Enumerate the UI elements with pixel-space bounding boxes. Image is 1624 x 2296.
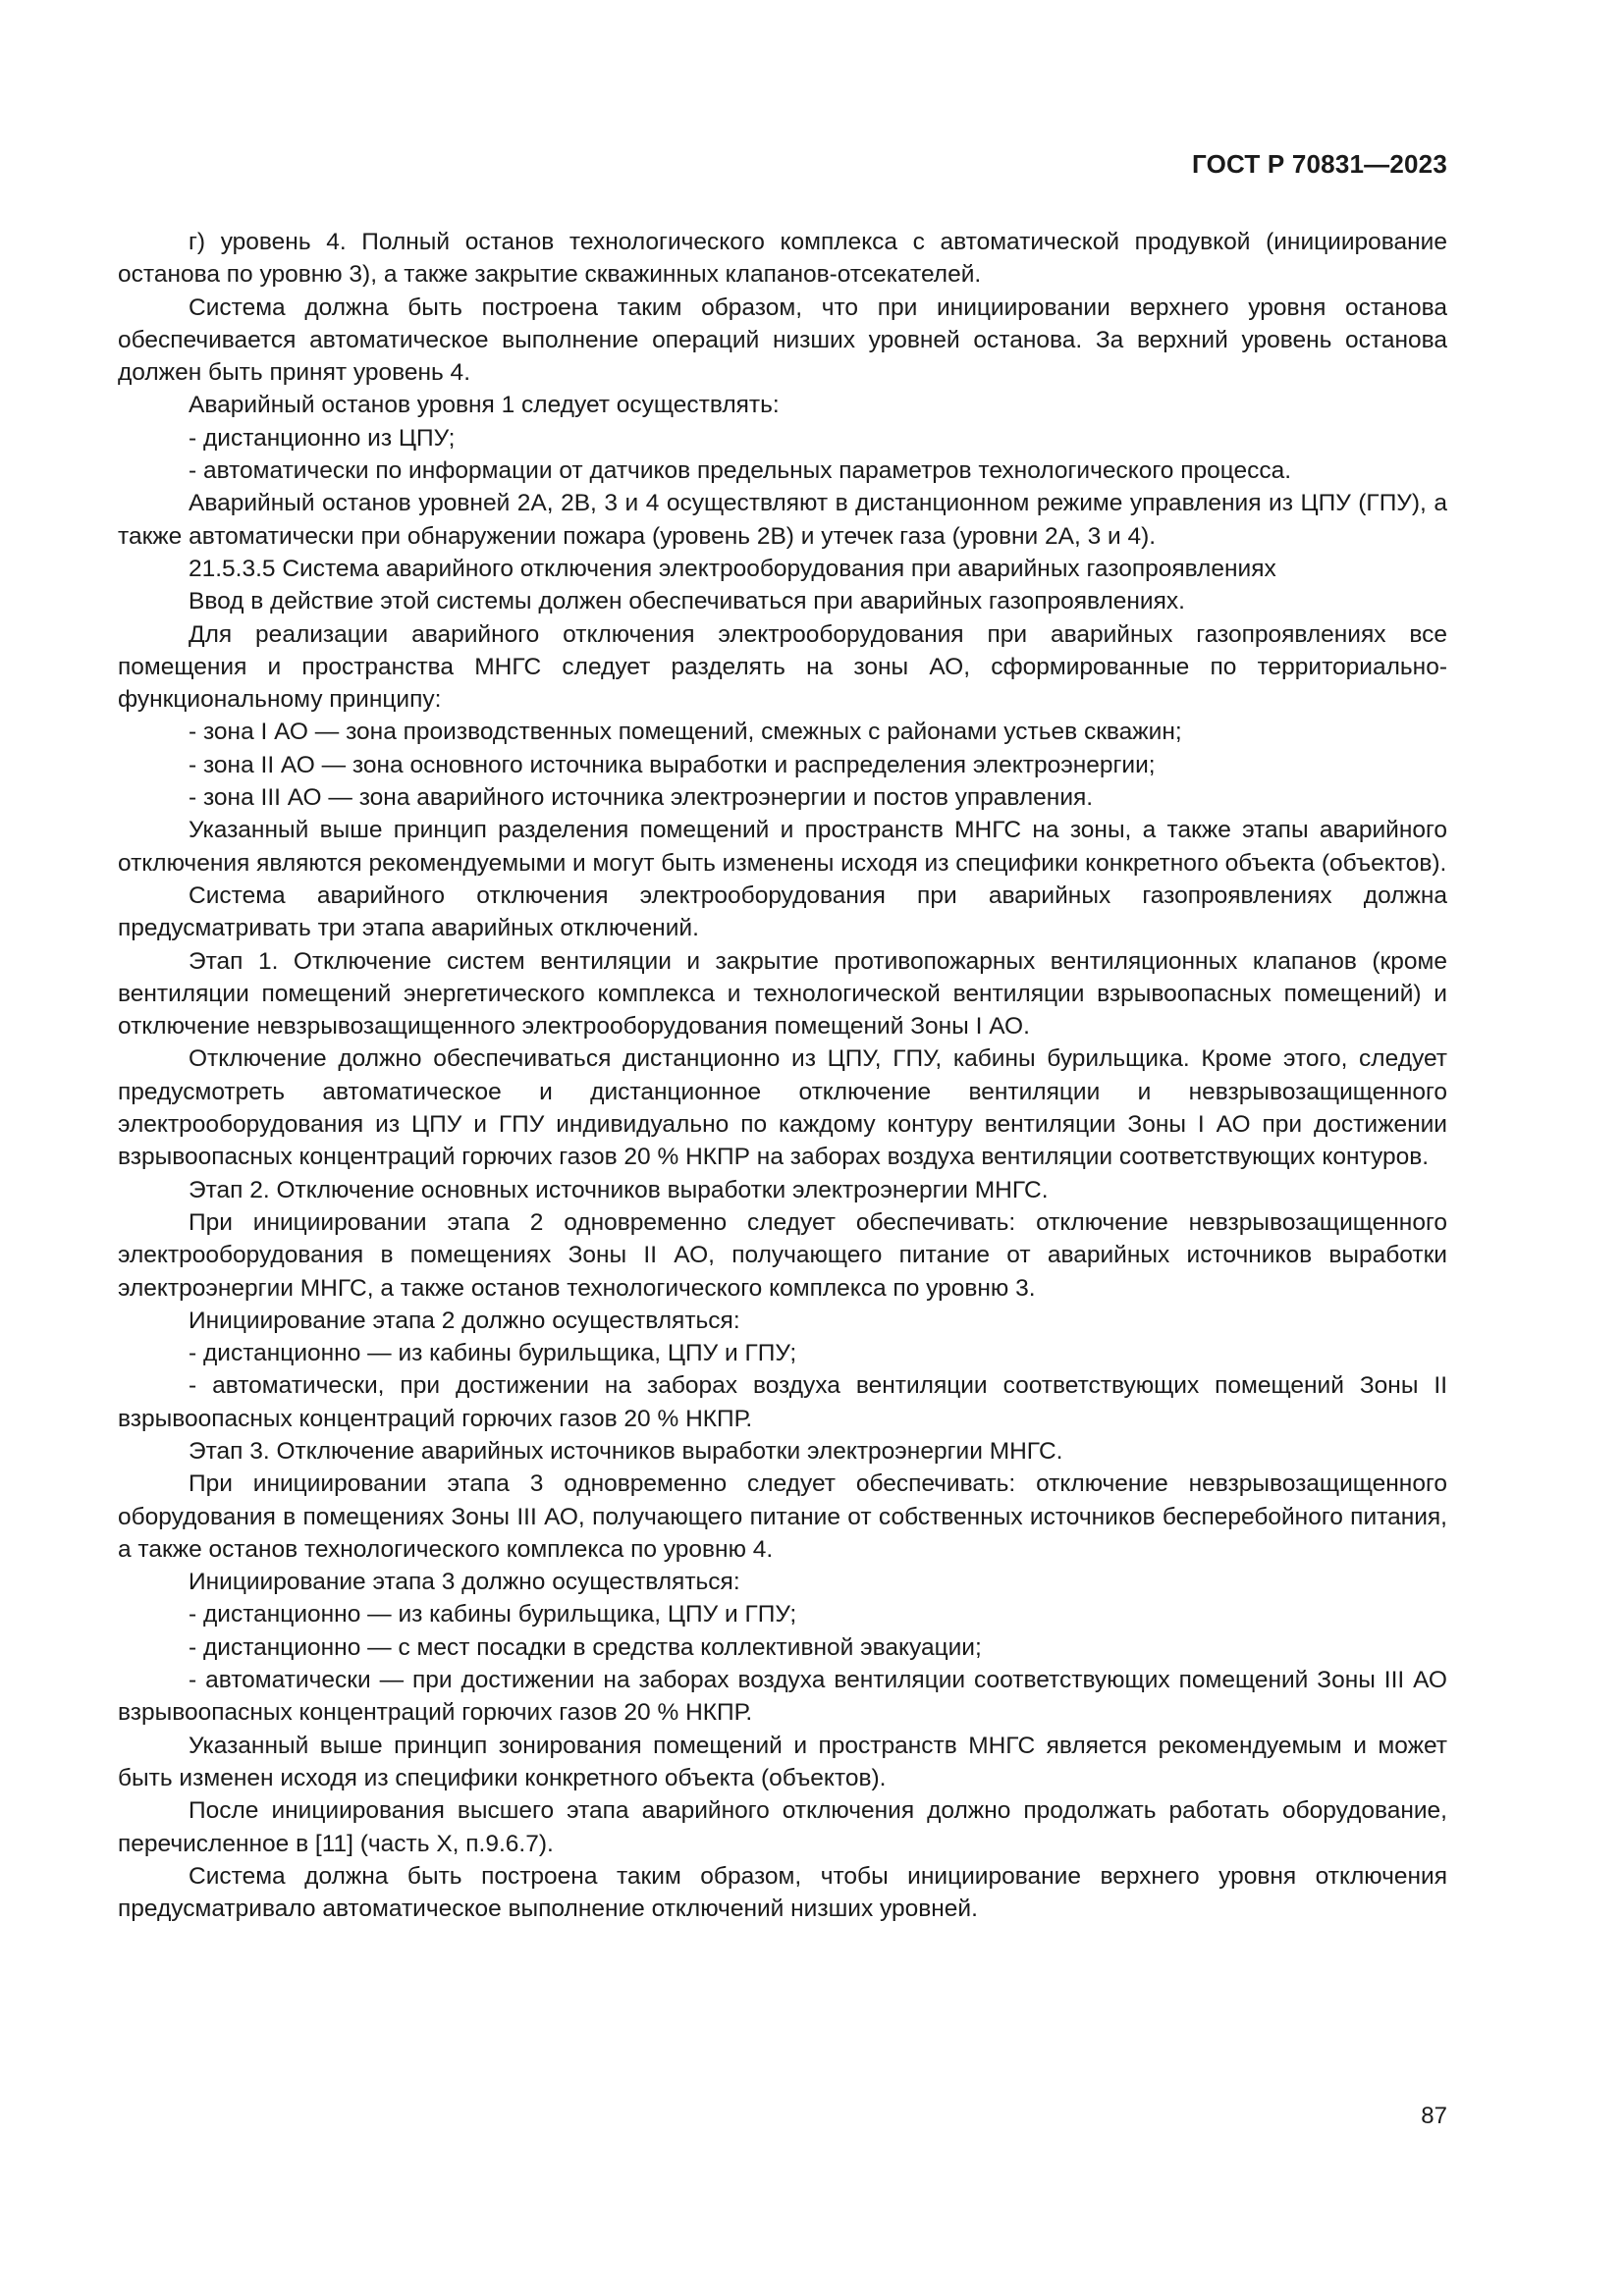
paragraph-system-design: Система должна быть построена таким образом, что при инициировании верхнего уровня останова обеспечивается автоматическое выполнение операций низших уровней останова. За верхний уровень останова должен быть принят уровень 4. [118, 294, 1447, 387]
paragraph-stage-3-modes: Инициирование этапа 3 должно осуществляться: [189, 1569, 740, 1596]
section-heading-21-5-3-5: 21.5.3.5 Система аварийного отключения электрооборудования при аварийных газопроявлениях [189, 555, 1276, 582]
list-item: - зона III АО — зона аварийного источника электроэнергии и постов управления. [189, 784, 1094, 812]
paragraph-activation: Ввод в действие этой системы должен обеспечиваться при аварийных газопроявлениях. [189, 588, 1185, 615]
list-item: - автоматически — при достижении на заборах воздуха вентиляции соответствующих помещений Зоны III АО взрывоопасных концентраций горючих газов 20 % НКПР. [118, 1667, 1447, 1727]
paragraph-stage-1: Этап 1. Отключение систем вентиляции и закрытие противопожарных вентиляционных клапанов (кроме вентиляции помещений энергетического комплекса и технологической вентиляции взрывоопасных помещений) и отключение невзрывозащищенного электрооборудования помещений Зоны I АО. [118, 947, 1447, 1041]
paragraph-stage-2-modes: Инициирование этапа 2 должно осуществляться: [189, 1307, 740, 1334]
paragraph-stage-3: Этап 3. Отключение аварийных источников выработки электроэнергии МНГС. [189, 1437, 1063, 1465]
paragraph-stage-1-control: Отключение должно обеспечиваться дистанционно из ЦПУ, ГПУ, кабины бурильщика. Кроме этого, следует предусмотреть автоматическое и дистанционное отключение вентиляции и невзрывозащищенного электрооборудования из ЦПУ и ГПУ индивидуально по каждому контуру вентиляции Зоны I АО при достижении взрывоопасных концентраций горючих газов 20 % НКПР на заборах воздуха вентиляции соответствующих контуров. [118, 1045, 1447, 1171]
paragraph-zoning-recommendation: Указанный выше принцип разделения помещений и пространств МНГС на зоны, а также этапы аварийного отключения являются рекомендуемыми и могут быть изменены исходя из специфики конкретного объекта (объектов). [118, 817, 1447, 877]
paragraph-equipment-continue: После инициирования высшего этапа аварийного отключения должно продолжать работать оборудование, перечисленное в [11] (часть X, п.9.6.7). [118, 1797, 1447, 1857]
list-item: - дистанционно из ЦПУ; [189, 424, 456, 452]
list-item: - дистанционно — из кабины бурильщика, ЦПУ и ГПУ; [189, 1601, 797, 1629]
paragraph-level-1-intro: Аварийный останов уровня 1 следует осуществлять: [189, 392, 780, 419]
paragraph-stage-2-initiation: При инициировании этапа 2 одновременно следует обеспечивать: отключение невзрывозащищенного электрооборудования в помещениях Зоны II АО, получающего питание от аварийных источников выработки электроэнергии МНГС, а также останов технологического комплекса по уровню 3. [118, 1208, 1447, 1302]
paragraph-three-stages: Система аварийного отключения электрооборудования при аварийных газопроявлениях должна предусматривать три этапа аварийных отключений. [118, 881, 1447, 942]
page-number: 87 [1421, 2103, 1447, 2129]
list-item: - автоматически по информации от датчиков предельных параметров технологического процесса. [189, 457, 1292, 485]
list-item: - зона I АО — зона производственных помещений, смежных с районами устьев скважин; [189, 719, 1182, 746]
paragraph-stage-2: Этап 2. Отключение основных источников выработки электроэнергии МНГС. [189, 1176, 1049, 1203]
list-item: - дистанционно — из кабины бурильщика, ЦПУ и ГПУ; [189, 1340, 797, 1367]
paragraph-zones-intro: Для реализации аварийного отключения электрооборудования при аварийных газопроявлениях все помещения и пространства МНГС следует разделять на зоны АО, сформированные по территориально-функциональному принципу: [118, 620, 1447, 714]
paragraph-stage-3-initiation: При инициировании этапа 3 одновременно следует обеспечивать: отключение невзрывозащищенного оборудования в помещениях Зоны III АО, получающего питание от собственных источников бесперебойного питания, а также останов технологического комплекса по уровню 4. [118, 1470, 1447, 1563]
document-body [118, 226, 1447, 1925]
document-header-id: ГОСТ Р 70831—2023 [1192, 149, 1447, 179]
paragraph-system-hierarchy: Система должна быть построена таким образом, чтобы инициирование верхнего уровня отключения предусматривало автоматическое выполнение отключений низших уровней. [118, 1862, 1447, 1923]
list-item: - автоматически, при достижении на заборах воздуха вентиляции соответствующих помещений Зоны II взрывоопасных концентраций горючих газов 20 % НКПР. [118, 1372, 1447, 1432]
paragraph-zoning-principle: Указанный выше принцип зонирования помещений и пространств МНГС является рекомендуемым и может быть изменен исходя из специфики конкретного объекта (объектов). [118, 1732, 1447, 1791]
list-item: - дистанционно — с мест посадки в средства коллективной эвакуации; [189, 1633, 982, 1661]
list-item: - зона II АО — зона основного источника выработки и распределения электроэнергии; [189, 751, 1156, 778]
paragraph-level-4: г) уровень 4. Полный останов технологического комплекса с автоматической продувкой (инициирование останова по уровню 3), а также закрытие скважинных клапанов-отсекателей. [118, 229, 1447, 289]
paragraph-levels-2a-4: Аварийный останов уровней 2А, 2В, 3 и 4 осуществляют в дистанционном режиме управления из ЦПУ (ГПУ), а также автоматически при обнаружении пожара (уровень 2В) и утечек газа (уровни 2А, 3 и 4). [118, 490, 1447, 550]
